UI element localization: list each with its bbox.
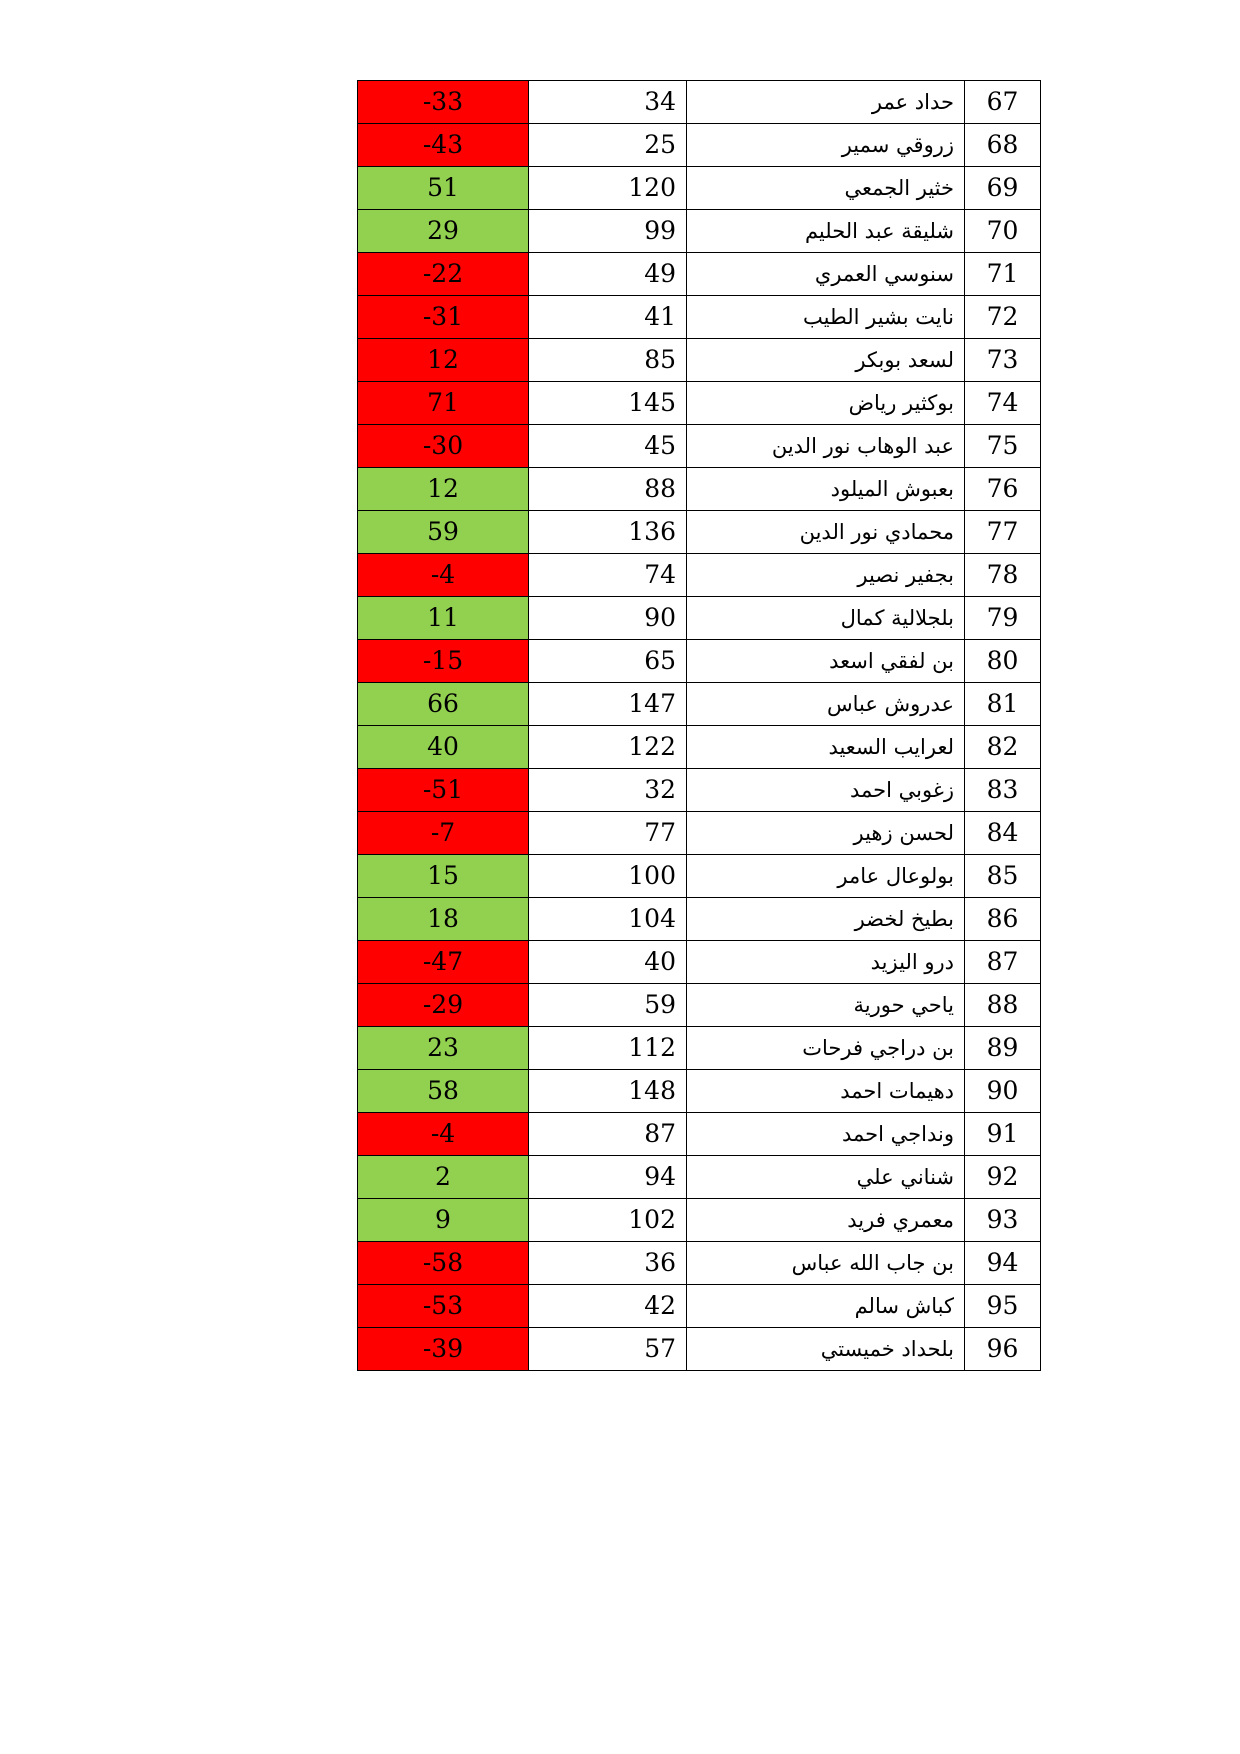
difference-cell: 12 — [358, 339, 529, 382]
table-body — [358, 81, 1041, 1371]
name-cell: عبد الوهاب نور الدين — [687, 425, 965, 468]
table-row — [358, 941, 1041, 984]
table-row — [358, 898, 1041, 941]
score-cell: 65 — [529, 640, 687, 683]
name-cell: لسعد بوبكر — [687, 339, 965, 382]
score-cell: 112 — [529, 1027, 687, 1070]
score-cell: 25 — [529, 124, 687, 167]
row-number-cell: 68 — [965, 124, 1041, 167]
difference-cell: -47 — [358, 941, 529, 984]
difference-cell: -53 — [358, 1285, 529, 1328]
name-cell: معمري فريد — [687, 1199, 965, 1242]
difference-cell: 9 — [358, 1199, 529, 1242]
table-row — [358, 511, 1041, 554]
score-cell: 77 — [529, 812, 687, 855]
row-number-cell: 80 — [965, 640, 1041, 683]
row-number-cell: 82 — [965, 726, 1041, 769]
table-row — [358, 812, 1041, 855]
table-row — [358, 210, 1041, 253]
score-cell: 36 — [529, 1242, 687, 1285]
name-cell: زغوبي احمد — [687, 769, 965, 812]
table-row — [358, 984, 1041, 1027]
row-number-cell: 90 — [965, 1070, 1041, 1113]
name-cell: عدروش عباس — [687, 683, 965, 726]
difference-cell: 2 — [358, 1156, 529, 1199]
name-cell: حداد عمر — [687, 81, 965, 124]
row-number-cell: 76 — [965, 468, 1041, 511]
difference-cell: 51 — [358, 167, 529, 210]
table-row — [358, 683, 1041, 726]
row-number-cell: 94 — [965, 1242, 1041, 1285]
score-cell: 100 — [529, 855, 687, 898]
name-cell: كباش سالم — [687, 1285, 965, 1328]
row-number-cell: 78 — [965, 554, 1041, 597]
results-table — [357, 80, 1041, 1371]
difference-cell: 59 — [358, 511, 529, 554]
score-cell: 148 — [529, 1070, 687, 1113]
table-row — [358, 1027, 1041, 1070]
table-row — [358, 855, 1041, 898]
name-cell: لحسن زهير — [687, 812, 965, 855]
table-row — [358, 597, 1041, 640]
row-number-cell: 84 — [965, 812, 1041, 855]
difference-cell: 18 — [358, 898, 529, 941]
table-row — [358, 1070, 1041, 1113]
row-number-cell: 72 — [965, 296, 1041, 339]
score-cell: 34 — [529, 81, 687, 124]
table-row — [358, 1113, 1041, 1156]
score-cell: 85 — [529, 339, 687, 382]
difference-cell: 23 — [358, 1027, 529, 1070]
row-number-cell: 71 — [965, 253, 1041, 296]
score-cell: 122 — [529, 726, 687, 769]
difference-cell: -58 — [358, 1242, 529, 1285]
row-number-cell: 83 — [965, 769, 1041, 812]
name-cell: سنوسي العمري — [687, 253, 965, 296]
row-number-cell: 91 — [965, 1113, 1041, 1156]
difference-cell: 11 — [358, 597, 529, 640]
table-row — [358, 468, 1041, 511]
table-row — [358, 1242, 1041, 1285]
difference-cell: 58 — [358, 1070, 529, 1113]
difference-cell: -22 — [358, 253, 529, 296]
name-cell: شناني علي — [687, 1156, 965, 1199]
table-row — [358, 1156, 1041, 1199]
name-cell: دهيمات احمد — [687, 1070, 965, 1113]
name-cell: شليقة عبد الحليم — [687, 210, 965, 253]
score-cell: 45 — [529, 425, 687, 468]
score-cell: 32 — [529, 769, 687, 812]
difference-cell: -29 — [358, 984, 529, 1027]
difference-cell: -7 — [358, 812, 529, 855]
difference-cell: -39 — [358, 1328, 529, 1371]
name-cell: بن جاب الله عباس — [687, 1242, 965, 1285]
name-cell: نايت بشير الطيب — [687, 296, 965, 339]
difference-cell: -4 — [358, 1113, 529, 1156]
table-row — [358, 1285, 1041, 1328]
table-row — [358, 425, 1041, 468]
score-cell: 90 — [529, 597, 687, 640]
table-row — [358, 1328, 1041, 1371]
table-row — [358, 81, 1041, 124]
name-cell: ياحي حورية — [687, 984, 965, 1027]
score-cell: 40 — [529, 941, 687, 984]
score-cell: 42 — [529, 1285, 687, 1328]
row-number-cell: 81 — [965, 683, 1041, 726]
row-number-cell: 93 — [965, 1199, 1041, 1242]
difference-cell: 12 — [358, 468, 529, 511]
name-cell: بوكثير رياض — [687, 382, 965, 425]
name-cell: بعبوش الميلود — [687, 468, 965, 511]
score-cell: 88 — [529, 468, 687, 511]
name-cell: بولوعال عامر — [687, 855, 965, 898]
difference-cell: -4 — [358, 554, 529, 597]
table-row — [358, 769, 1041, 812]
name-cell: زروقي سمير — [687, 124, 965, 167]
score-cell: 102 — [529, 1199, 687, 1242]
row-number-cell: 73 — [965, 339, 1041, 382]
score-cell: 57 — [529, 1328, 687, 1371]
name-cell: درو اليزيد — [687, 941, 965, 984]
difference-cell: -51 — [358, 769, 529, 812]
row-number-cell: 88 — [965, 984, 1041, 1027]
row-number-cell: 96 — [965, 1328, 1041, 1371]
name-cell: لعرايب السعيد — [687, 726, 965, 769]
name-cell: محمادي نور الدين — [687, 511, 965, 554]
table-row — [358, 167, 1041, 210]
table-row — [358, 382, 1041, 425]
difference-cell: -33 — [358, 81, 529, 124]
score-cell: 74 — [529, 554, 687, 597]
row-number-cell: 95 — [965, 1285, 1041, 1328]
row-number-cell: 77 — [965, 511, 1041, 554]
score-cell: 59 — [529, 984, 687, 1027]
name-cell: بن لفقي اسعد — [687, 640, 965, 683]
name-cell: بطيخ لخضر — [687, 898, 965, 941]
score-cell: 94 — [529, 1156, 687, 1199]
score-cell: 136 — [529, 511, 687, 554]
name-cell: بجفير نصير — [687, 554, 965, 597]
difference-cell: 71 — [358, 382, 529, 425]
table-row — [358, 339, 1041, 382]
name-cell: خثير الجمعي — [687, 167, 965, 210]
score-cell: 41 — [529, 296, 687, 339]
difference-cell: 40 — [358, 726, 529, 769]
score-cell: 147 — [529, 683, 687, 726]
score-cell: 145 — [529, 382, 687, 425]
table-row — [358, 1199, 1041, 1242]
difference-cell: -15 — [358, 640, 529, 683]
row-number-cell: 75 — [965, 425, 1041, 468]
table-row — [358, 726, 1041, 769]
row-number-cell: 89 — [965, 1027, 1041, 1070]
row-number-cell: 92 — [965, 1156, 1041, 1199]
difference-cell: 29 — [358, 210, 529, 253]
row-number-cell: 70 — [965, 210, 1041, 253]
table-row — [358, 253, 1041, 296]
difference-cell: -30 — [358, 425, 529, 468]
row-number-cell: 79 — [965, 597, 1041, 640]
difference-cell: 15 — [358, 855, 529, 898]
difference-cell: 66 — [358, 683, 529, 726]
row-number-cell: 67 — [965, 81, 1041, 124]
score-cell: 104 — [529, 898, 687, 941]
table-row — [358, 296, 1041, 339]
difference-cell: -43 — [358, 124, 529, 167]
name-cell: بلحداد خميستي — [687, 1328, 965, 1371]
row-number-cell: 86 — [965, 898, 1041, 941]
score-cell: 99 — [529, 210, 687, 253]
row-number-cell: 85 — [965, 855, 1041, 898]
score-cell: 87 — [529, 1113, 687, 1156]
name-cell: بلجلالية كمال — [687, 597, 965, 640]
table-row — [358, 124, 1041, 167]
row-number-cell: 74 — [965, 382, 1041, 425]
row-number-cell: 87 — [965, 941, 1041, 984]
row-number-cell: 69 — [965, 167, 1041, 210]
difference-cell: -31 — [358, 296, 529, 339]
table-row — [358, 640, 1041, 683]
table-row — [358, 554, 1041, 597]
score-cell: 49 — [529, 253, 687, 296]
score-cell: 120 — [529, 167, 687, 210]
name-cell: ونداجي احمد — [687, 1113, 965, 1156]
name-cell: بن دراجي فرحات — [687, 1027, 965, 1070]
